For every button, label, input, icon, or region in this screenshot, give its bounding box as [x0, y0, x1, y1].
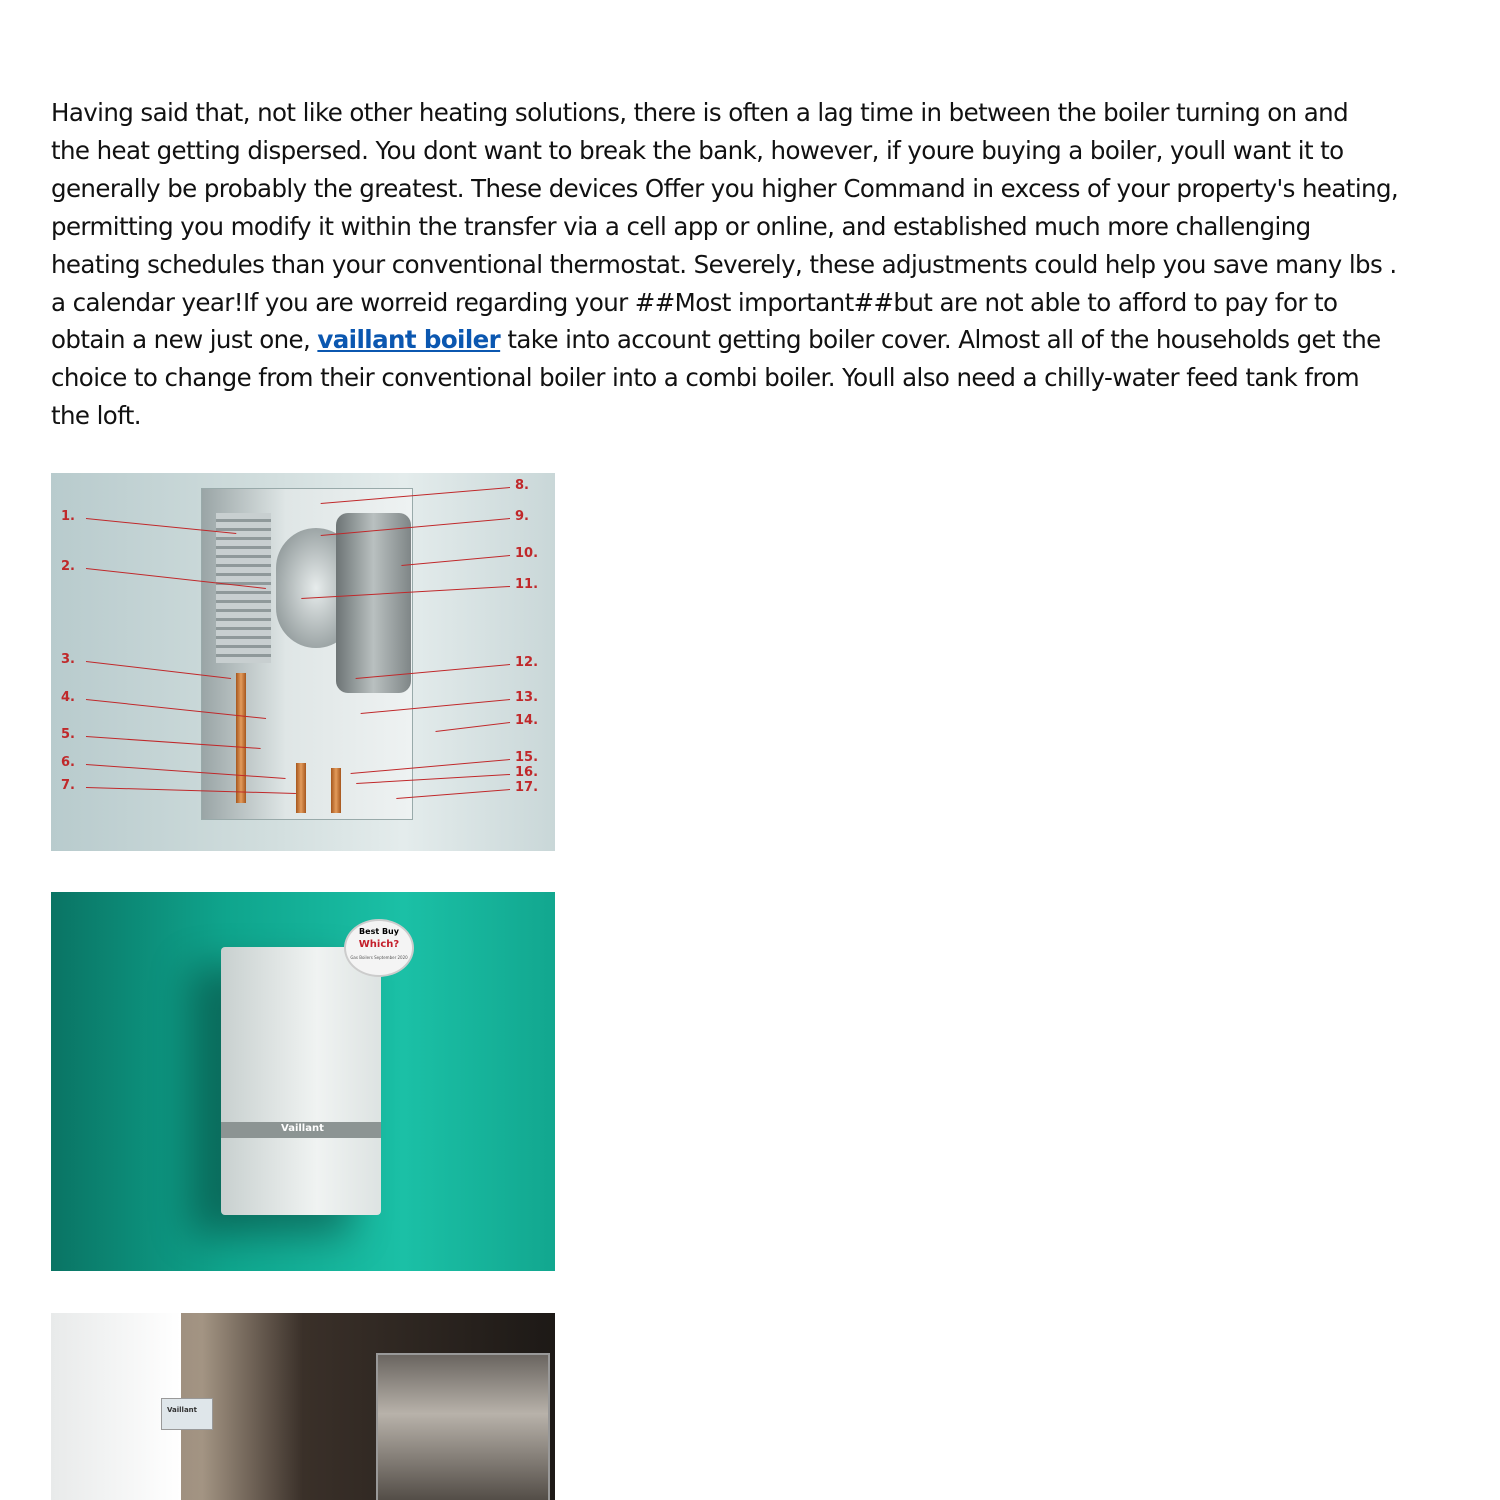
diagram-label: 5.: [61, 727, 75, 742]
boiler-unit: [221, 947, 381, 1215]
diagram-label: 4.: [61, 690, 75, 705]
text-line: [51, 321, 1471, 359]
diagram-label: 8.: [515, 478, 529, 493]
vaillant-boiler-photo: [51, 892, 555, 1271]
diagram-label: 6.: [61, 755, 75, 770]
brand-logo: Vaillant: [281, 1123, 324, 1134]
expansion-vessel: [336, 513, 411, 693]
diagram-label: 9.: [515, 509, 529, 524]
text-line: the heat getting dispersed. You dont want to break the bank, however, if youre buying a boiler, youll want it to: [51, 135, 1344, 165]
text-line: generally be probably the greatest. These devices Offer you higher Command in excess of your property's heating,: [51, 173, 1399, 203]
boiler-diagram-image: [51, 473, 555, 851]
vaillant-boiler-link[interactable]: vaillant boiler: [317, 325, 501, 355]
text-segment: obtain a new just one,: [51, 325, 318, 355]
diagram-label: 1.: [61, 509, 75, 524]
diagram-label: 17.: [515, 780, 539, 795]
text-line: heating schedules than your conventional thermostat. Severely, these adjustments could help you save many lbs .: [51, 249, 1397, 279]
diagram-label: 13.: [515, 690, 539, 705]
badge-top: Best Buy: [359, 927, 399, 936]
diagram-label: 15.: [515, 750, 539, 765]
text-line: permitting you modify it within the transfer via a cell app or online, and established much more challenging: [51, 211, 1311, 241]
body-paragraph: [51, 94, 1471, 435]
diagram-arrow: [396, 789, 510, 799]
kitchen-boiler-photo: [51, 1313, 555, 1500]
copper-pipe: [296, 763, 306, 813]
diagram-label: 12.: [515, 655, 539, 670]
diagram-arrow: [436, 722, 510, 732]
which-best-buy-badge: [344, 919, 414, 977]
text-line: a calendar year!If you are worreid regarding your ##Most important##but are not able to afford to pay for to: [51, 287, 1338, 317]
copper-pipe: [236, 673, 246, 803]
diagram-label: 3.: [61, 652, 75, 667]
text-line: choice to change from their conventional boiler into a combi boiler. Youll also need a chilly-water feed tank from: [51, 363, 1360, 393]
diagram-label: 7.: [61, 778, 75, 793]
diagram-label: 2.: [61, 559, 75, 574]
text-line: the loft.: [51, 401, 141, 431]
diagram-label: 11.: [515, 577, 539, 592]
oven: [376, 1353, 550, 1500]
diagram-label: 14.: [515, 713, 539, 728]
diagram-label: 16.: [515, 765, 539, 780]
text-line: Having said that, not like other heating solutions, there is often a lag time in between the boiler turning on and: [51, 98, 1349, 127]
text-segment: take into account getting boiler cover. Almost all of the households get the: [500, 325, 1381, 355]
badge-main: Which?: [358, 939, 400, 950]
diagram-label: 10.: [515, 546, 539, 561]
control-panel: [161, 1398, 213, 1430]
copper-pipe: [331, 768, 341, 813]
badge-bottom: Gas Boilers September 2020: [350, 955, 408, 960]
brand-logo: Vaillant: [167, 1406, 198, 1414]
diagram-arrow: [401, 555, 510, 566]
